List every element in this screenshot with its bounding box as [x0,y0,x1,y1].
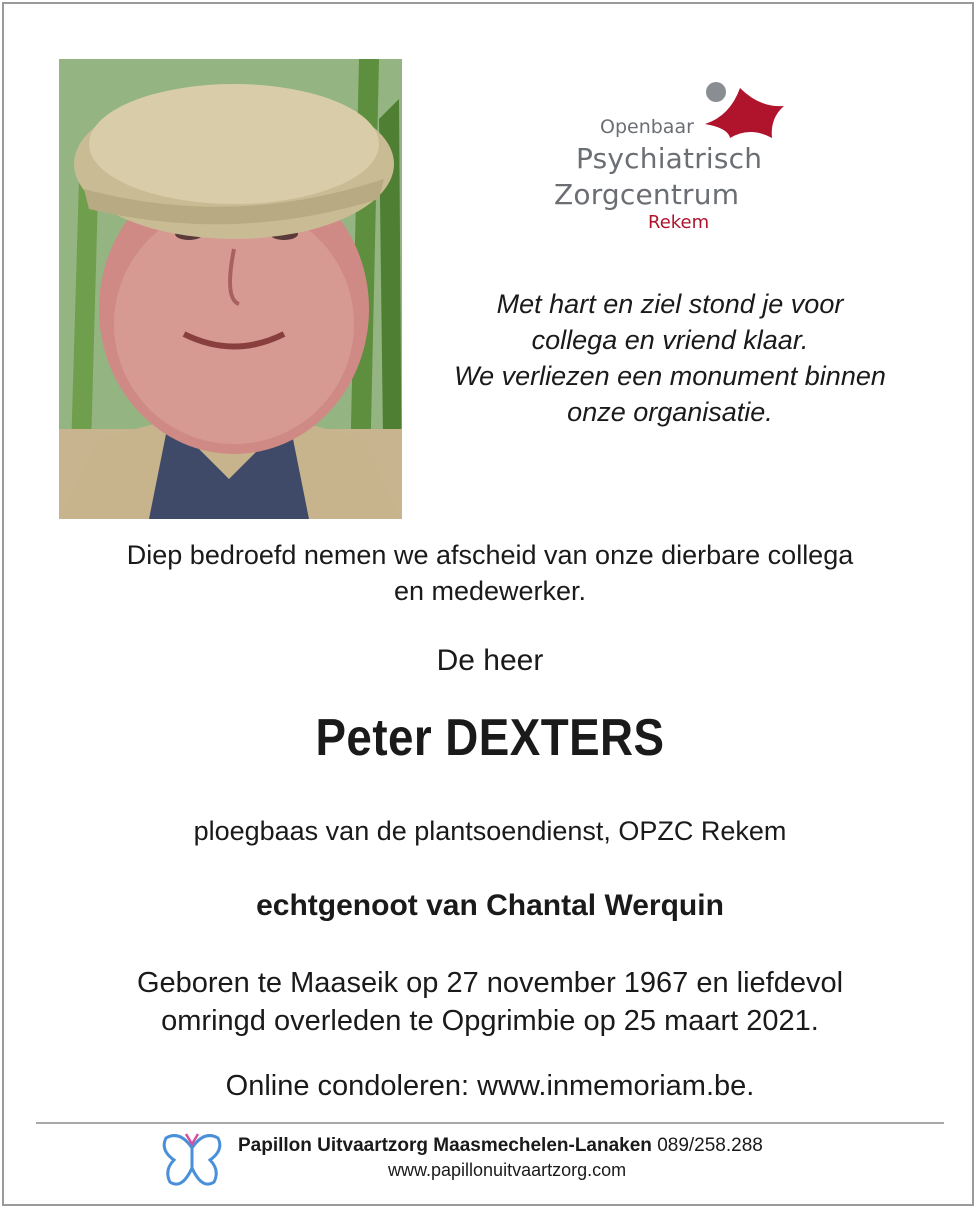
logo-mark-icon [700,76,790,146]
logo-line-openbaar: Openbaar [600,116,694,138]
job-title: ploegbaas van de plantsoendienst, OPZC Rekem [193,816,787,846]
memorial-quote [410,286,930,430]
funeral-home-website[interactable]: www.papillonuitvaartzorg.com [388,1160,627,1180]
logo-line-rekem: Rekem [648,212,710,233]
dates-line: Geboren te Maaseik op 27 november 1967 en liefdevol [136,967,844,999]
funeral-home-info [238,1135,763,1157]
portrait-photo [59,59,402,519]
salutation: De heer [436,644,544,677]
footer-divider [36,1122,944,1124]
quote-line: collega en vriend klaar. [531,325,809,355]
butterfly-icon [160,1130,224,1190]
opzc-logo [540,72,800,242]
intro-text [0,537,980,609]
quote-line: onze organisatie. [567,397,773,427]
spouse-line: echtgenoot van Chantal Werquin [256,889,724,922]
online-condolence-link[interactable]: Online condoleren: www.inmemoriam.be. [225,1070,755,1102]
quote-line: Met hart en ziel stond je voor [496,289,844,319]
funeral-home-phone: 089/258.288 [657,1135,763,1156]
deceased-name: Peter DEXTERS [315,709,665,767]
intro-line: en medewerker. [393,576,587,606]
funeral-home-name: Papillon Uitvaartzorg Maasmechelen-Lanaken [238,1135,652,1156]
logo-line-zorgcentrum: Zorgcentrum [554,178,740,211]
intro-line: Diep bedroefd nemen we afscheid van onze dierbare collega [126,540,854,570]
dates-line: omringd overleden te Opgrimbie op 25 maart 2021. [161,1005,819,1037]
logo-line-psychiatrisch: Psychiatrisch [576,142,763,175]
quote-line: We verliezen een monument binnen [454,361,886,391]
birth-death-dates [0,964,980,1040]
